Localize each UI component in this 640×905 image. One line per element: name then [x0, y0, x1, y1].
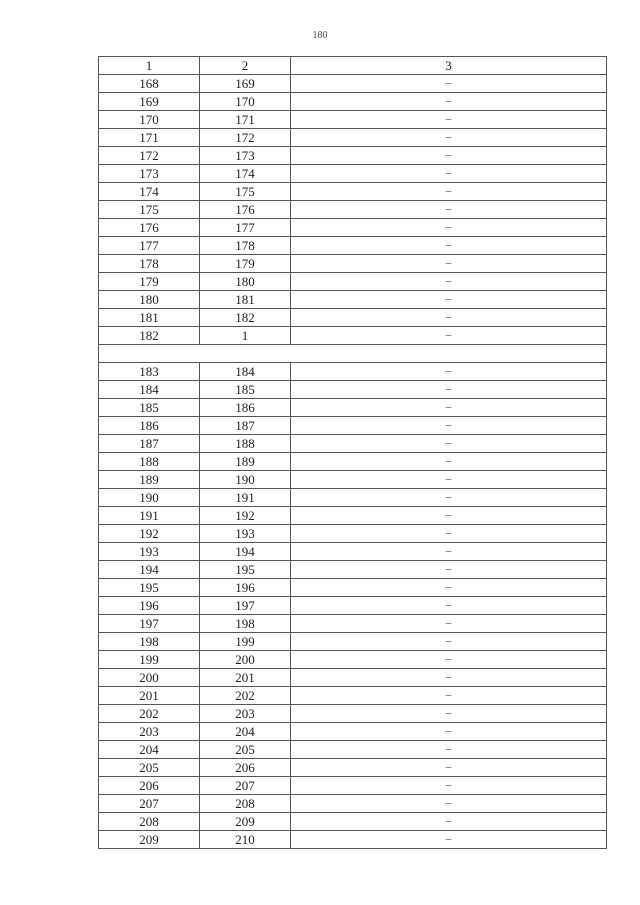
table-cell-col-1: 203 [99, 723, 200, 741]
page-number: 180 [312, 30, 328, 41]
gap-cell [99, 345, 607, 363]
table-cell-col-1: 188 [99, 453, 200, 471]
table-cell-col-3: – [291, 633, 607, 651]
table-cell-col-3: – [291, 813, 607, 831]
table-cell-col-2: 189 [200, 453, 291, 471]
table-row [99, 705, 607, 723]
table-cell-col-1: 170 [99, 111, 200, 129]
table-cell-col-2: 192 [200, 507, 291, 525]
table-cell-col-3: – [291, 561, 607, 579]
table-row [99, 615, 607, 633]
table-gap [99, 345, 607, 363]
table-cell-col-2: 173 [200, 147, 291, 165]
table-cell-col-1: 208 [99, 813, 200, 831]
table-cell-col-2: 188 [200, 435, 291, 453]
table-row [99, 93, 607, 111]
table-cell-col-1: 182 [99, 327, 200, 345]
table-cell-col-2: 198 [200, 615, 291, 633]
table-cell-col-2: 187 [200, 417, 291, 435]
table-cell-col-1: 168 [99, 75, 200, 93]
table-row [99, 579, 607, 597]
table-cell-col-1: 174 [99, 183, 200, 201]
table-cell-col-2: 179 [200, 255, 291, 273]
table-cell-col-3: – [291, 111, 607, 129]
table-cell-col-3: – [291, 489, 607, 507]
table-cell-col-2: 171 [200, 111, 291, 129]
table-cell-col-2: 209 [200, 813, 291, 831]
table-cell-col-3: – [291, 147, 607, 165]
table-cell-col-3: – [291, 327, 607, 345]
table-body-part-2 [99, 363, 607, 849]
table-cell-col-1: 180 [99, 291, 200, 309]
table-cell-col-2: 210 [200, 831, 291, 849]
table-cell-col-3: – [291, 759, 607, 777]
table-row [99, 219, 607, 237]
table-cell-col-1: 202 [99, 705, 200, 723]
table-row [99, 201, 607, 219]
table-cell-col-1: 176 [99, 219, 200, 237]
table-row [99, 831, 607, 849]
table-cell-col-2: 174 [200, 165, 291, 183]
table-cell-col-1: 169 [99, 93, 200, 111]
table-cell-col-3: – [291, 705, 607, 723]
table-cell-col-2: 181 [200, 291, 291, 309]
table-cell-col-3: – [291, 183, 607, 201]
table-cell-col-1: 186 [99, 417, 200, 435]
table-row [99, 471, 607, 489]
table-row [99, 237, 607, 255]
table-cell-col-2: 178 [200, 237, 291, 255]
table-row [99, 75, 607, 93]
table-cell-col-2: 182 [200, 309, 291, 327]
table-cell-col-1: 181 [99, 309, 200, 327]
column-header-2: 2 [200, 57, 291, 75]
table-row [99, 399, 607, 417]
table-row [99, 363, 607, 381]
table-row [99, 147, 607, 165]
table-cell-col-2: 204 [200, 723, 291, 741]
table-cell-col-3: – [291, 453, 607, 471]
table-cell-col-1: 187 [99, 435, 200, 453]
table-cell-col-1: 200 [99, 669, 200, 687]
table-cell-col-1: 201 [99, 687, 200, 705]
table-row [99, 417, 607, 435]
table-cell-col-2: 193 [200, 525, 291, 543]
table-body-part-1 [99, 75, 607, 345]
table-cell-col-3: – [291, 75, 607, 93]
table-cell-col-3: – [291, 219, 607, 237]
table-row [99, 795, 607, 813]
table-cell-col-3: – [291, 129, 607, 147]
table-row [99, 525, 607, 543]
table-cell-col-3: – [291, 615, 607, 633]
table-cell-col-1: 185 [99, 399, 200, 417]
table-row [99, 489, 607, 507]
table-row [99, 543, 607, 561]
table-row [99, 291, 607, 309]
table-cell-col-1: 175 [99, 201, 200, 219]
table-cell-col-3: – [291, 597, 607, 615]
table-cell-col-1: 205 [99, 759, 200, 777]
table-cell-col-1: 198 [99, 633, 200, 651]
table-cell-col-2: 1 [200, 327, 291, 345]
table-cell-col-2: 186 [200, 399, 291, 417]
table-cell-col-2: 196 [200, 579, 291, 597]
table-cell-col-2: 201 [200, 669, 291, 687]
table-cell-col-3: – [291, 435, 607, 453]
table-cell-col-2: 206 [200, 759, 291, 777]
table-cell-col-3: – [291, 237, 607, 255]
table-cell-col-2: 169 [200, 75, 291, 93]
table-row [99, 165, 607, 183]
table-cell-col-2: 180 [200, 273, 291, 291]
table-cell-col-1: 199 [99, 651, 200, 669]
table-cell-col-3: – [291, 543, 607, 561]
table-cell-col-2: 195 [200, 561, 291, 579]
table-cell-col-1: 171 [99, 129, 200, 147]
table-cell-col-3: – [291, 417, 607, 435]
table-cell-col-3: – [291, 255, 607, 273]
table-cell-col-1: 191 [99, 507, 200, 525]
table-cell-col-2: 190 [200, 471, 291, 489]
table-cell-col-1: 206 [99, 777, 200, 795]
table-cell-col-3: – [291, 777, 607, 795]
table-row [99, 255, 607, 273]
table-row [99, 183, 607, 201]
table-cell-col-3: – [291, 309, 607, 327]
table-cell-col-3: – [291, 363, 607, 381]
table-cell-col-3: – [291, 651, 607, 669]
table-cell-col-3: – [291, 399, 607, 417]
table-cell-col-1: 192 [99, 525, 200, 543]
table-row [99, 507, 607, 525]
table-row [99, 741, 607, 759]
table-row [99, 651, 607, 669]
table-row [99, 273, 607, 291]
table-cell-col-1: 173 [99, 165, 200, 183]
table-cell-col-2: 200 [200, 651, 291, 669]
table-row [99, 723, 607, 741]
table-cell-col-1: 204 [99, 741, 200, 759]
table-cell-col-3: – [291, 165, 607, 183]
table-cell-col-1: 193 [99, 543, 200, 561]
table-cell-col-2: 172 [200, 129, 291, 147]
table-cell-col-1: 184 [99, 381, 200, 399]
table-row [99, 435, 607, 453]
table-cell-col-3: – [291, 381, 607, 399]
table-cell-col-3: – [291, 579, 607, 597]
table-cell-col-1: 197 [99, 615, 200, 633]
table-row [99, 633, 607, 651]
table-cell-col-3: – [291, 273, 607, 291]
table-cell-col-3: – [291, 93, 607, 111]
table-row [99, 453, 607, 471]
table-cell-col-1: 194 [99, 561, 200, 579]
table-cell-col-2: 185 [200, 381, 291, 399]
table-cell-col-1: 190 [99, 489, 200, 507]
table-cell-col-2: 194 [200, 543, 291, 561]
table-cell-col-2: 207 [200, 777, 291, 795]
table-row [99, 129, 607, 147]
table-row [99, 669, 607, 687]
table-cell-col-1: 172 [99, 147, 200, 165]
table-row [99, 111, 607, 129]
table-cell-col-1: 196 [99, 597, 200, 615]
table-row [99, 813, 607, 831]
table-row [99, 561, 607, 579]
table-cell-col-2: 177 [200, 219, 291, 237]
table-cell-col-1: 209 [99, 831, 200, 849]
table-cell-col-3: – [291, 831, 607, 849]
table-cell-col-2: 191 [200, 489, 291, 507]
table-cell-col-2: 170 [200, 93, 291, 111]
table-cell-col-1: 189 [99, 471, 200, 489]
column-header-1: 1 [99, 57, 200, 75]
table-row [99, 597, 607, 615]
table-row [99, 327, 607, 345]
table-cell-col-3: – [291, 507, 607, 525]
table-cell-col-1: 178 [99, 255, 200, 273]
table-cell-col-1: 183 [99, 363, 200, 381]
table-row [99, 759, 607, 777]
table-cell-col-1: 207 [99, 795, 200, 813]
table-cell-col-3: – [291, 669, 607, 687]
table-cell-col-2: 208 [200, 795, 291, 813]
table-cell-col-3: – [291, 201, 607, 219]
table-cell-col-3: – [291, 687, 607, 705]
table-cell-col-3: – [291, 291, 607, 309]
table-cell-col-1: 195 [99, 579, 200, 597]
column-header-3: 3 [291, 57, 607, 75]
table-cell-col-1: 179 [99, 273, 200, 291]
table-row [99, 687, 607, 705]
table-cell-col-3: – [291, 795, 607, 813]
table-cell-col-2: 203 [200, 705, 291, 723]
table-cell-col-2: 175 [200, 183, 291, 201]
table-row [99, 309, 607, 327]
data-table [98, 56, 607, 849]
table-cell-col-2: 176 [200, 201, 291, 219]
table-cell-col-1: 177 [99, 237, 200, 255]
table-cell-col-2: 184 [200, 363, 291, 381]
table-cell-col-3: – [291, 723, 607, 741]
header-row [99, 57, 607, 75]
gap-row [99, 345, 607, 363]
table-cell-col-3: – [291, 741, 607, 759]
table-cell-col-3: – [291, 525, 607, 543]
table-row [99, 381, 607, 399]
table-cell-col-2: 205 [200, 741, 291, 759]
table-row [99, 777, 607, 795]
table-cell-col-3: – [291, 471, 607, 489]
table-cell-col-2: 199 [200, 633, 291, 651]
table-cell-col-2: 202 [200, 687, 291, 705]
table-cell-col-2: 197 [200, 597, 291, 615]
